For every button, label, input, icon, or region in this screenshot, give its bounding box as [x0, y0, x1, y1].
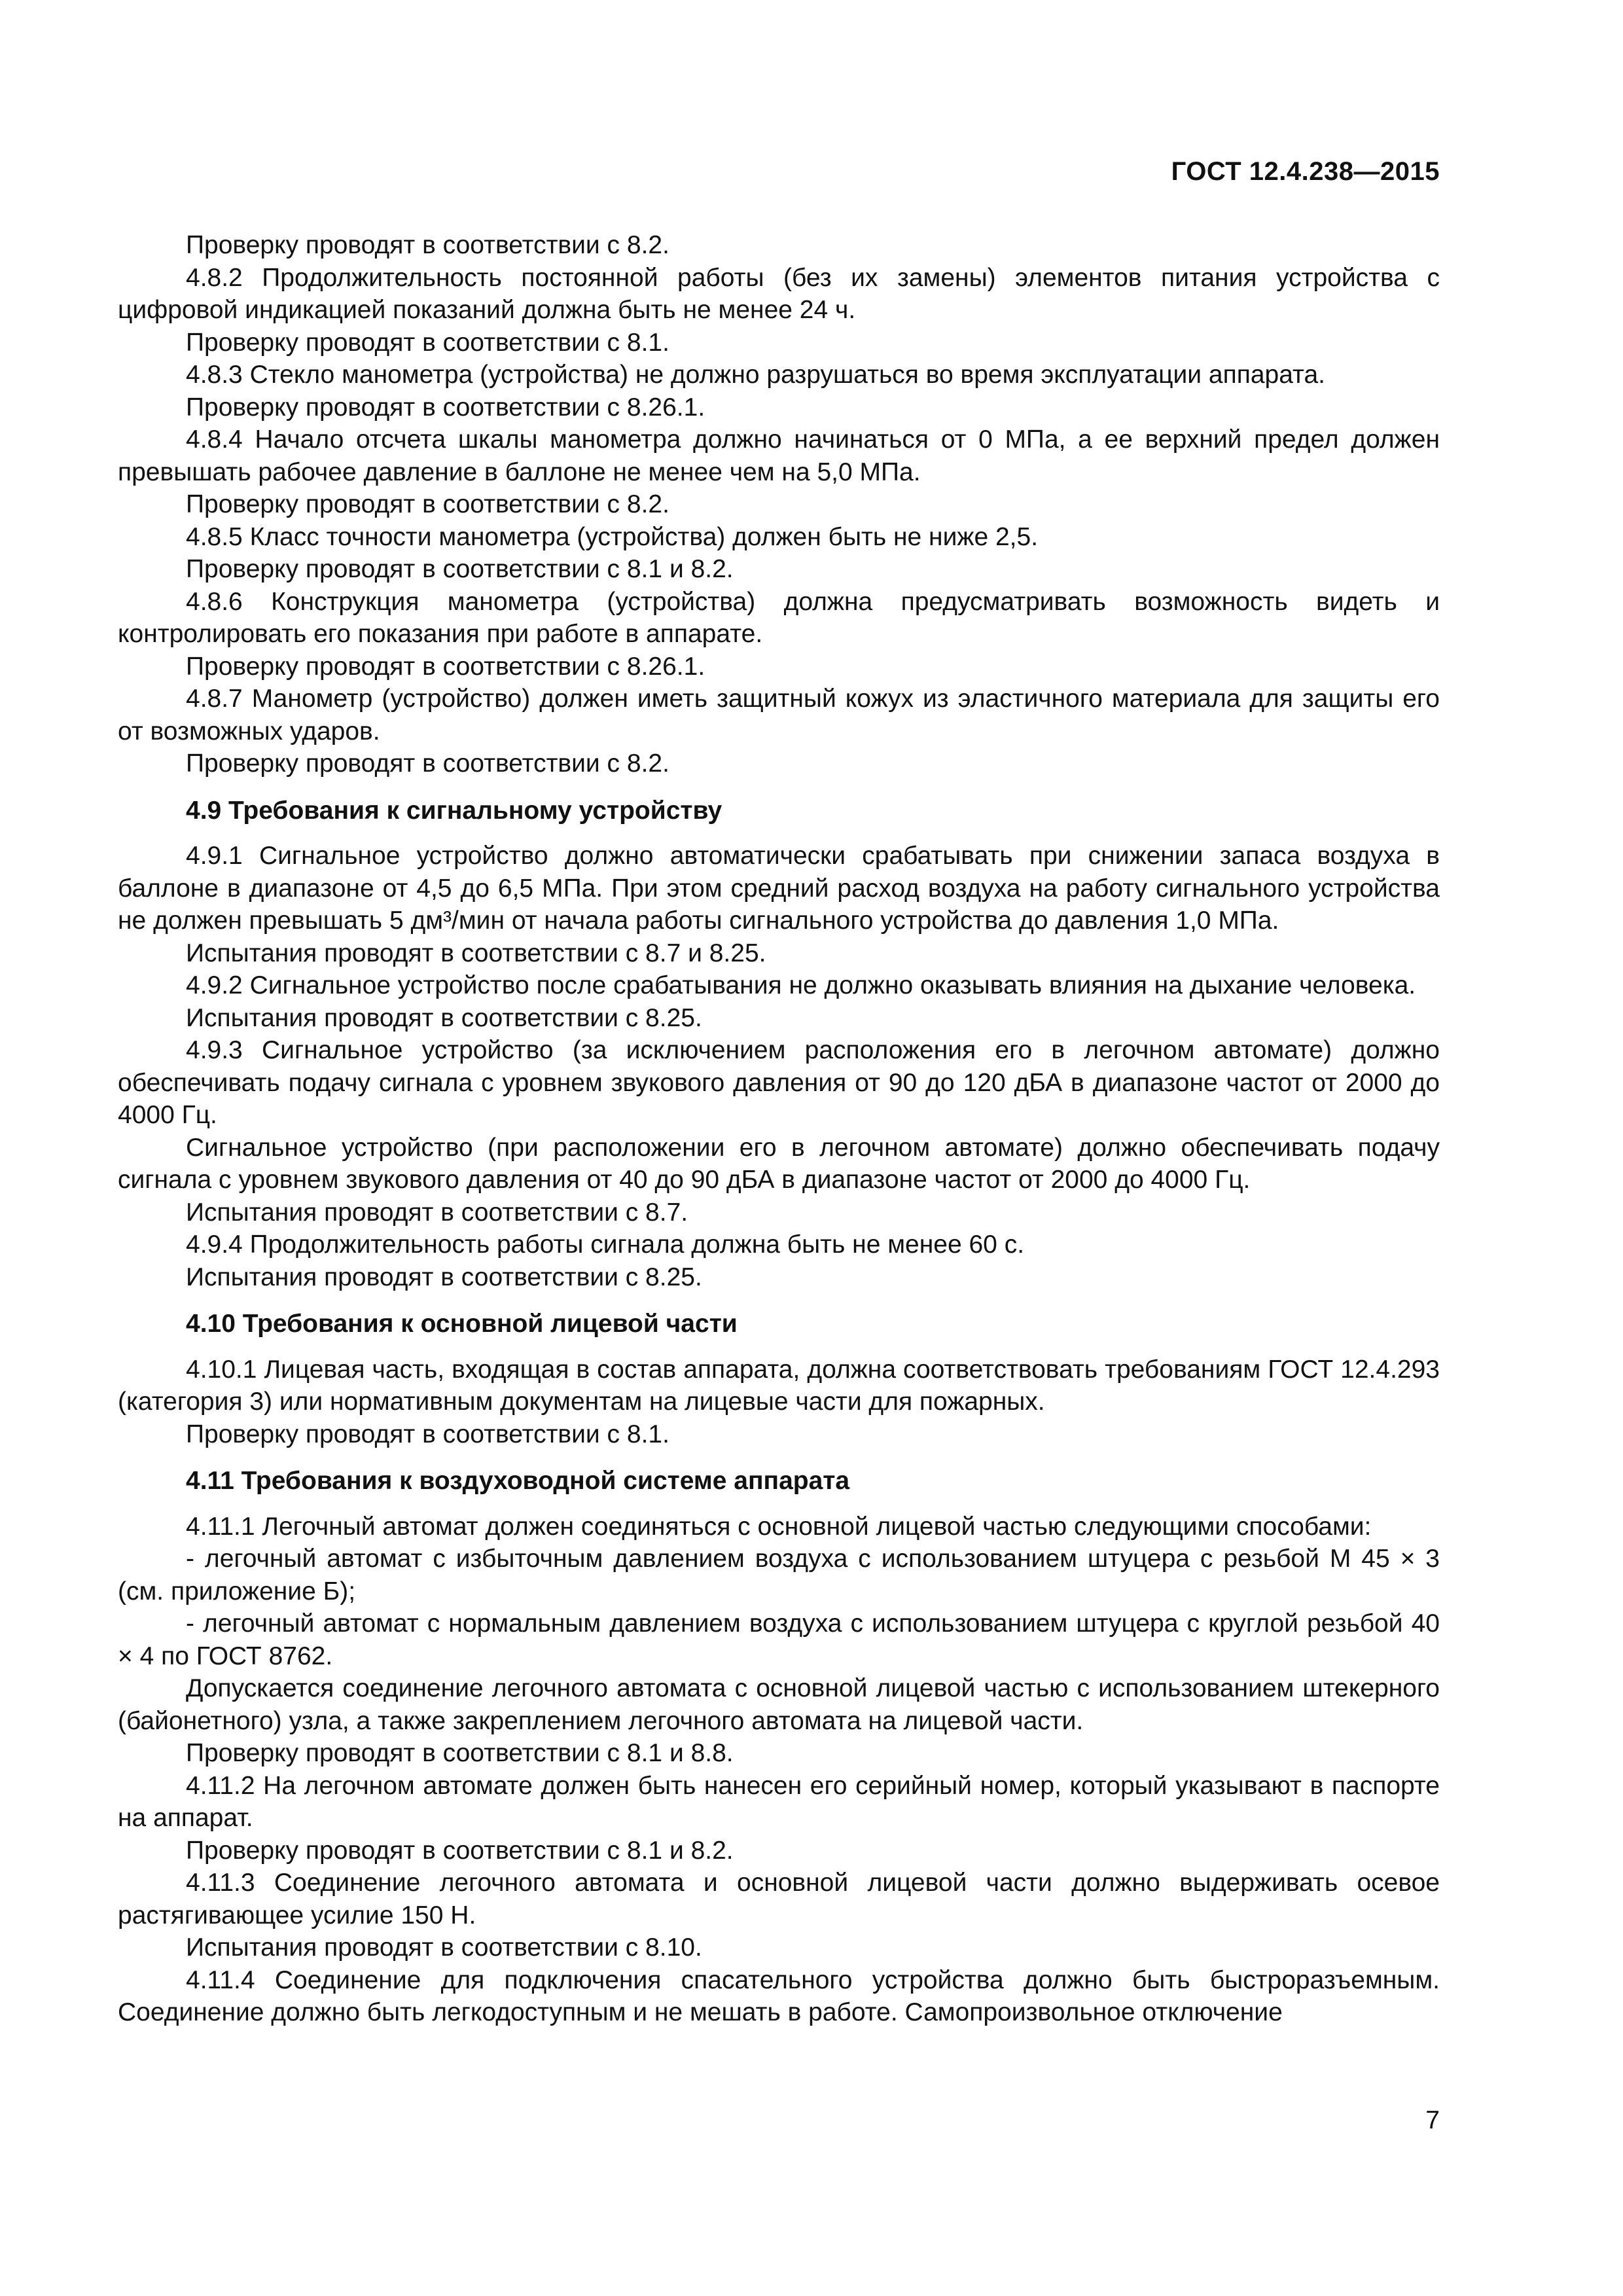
section-heading: 4.9 Требования к сигнальному устройству — [186, 796, 722, 825]
paragraph: Проверку проводят в соответствии с 8.1 и 8.2. — [186, 1836, 734, 1865]
paragraph: - легочный автомат с нормальным давлением воздуха с использованием штуцера с круглой резьбой 40 × 4 по ГОСТ 8762. — [118, 1609, 1440, 1670]
paragraph: 4.9.4 Продолжительность работы сигнала должна быть не менее 60 с. — [186, 1230, 1025, 1259]
paragraph: 4.10.1 Лицевая часть, входящая в состав аппарата, должна соответствовать требованиям ГОСТ 12.4.293 (категория 3) или нормативным документам на лицевые части для пожарных. — [118, 1355, 1440, 1416]
paragraph: Испытания проводят в соответствии с 8.7 и 8.25. — [186, 939, 766, 967]
paragraph: 4.8.6 Конструкция манометра (устройства) должна предусматривать возможность видеть и контролировать его показания при работе в аппарате. — [118, 587, 1440, 648]
paragraph: Проверку проводят в соответствии с 8.1. — [186, 1420, 669, 1448]
page-number: 7 — [1425, 2106, 1440, 2134]
section-heading: 4.11 Требования к воздуховодной системе аппарата — [186, 1467, 850, 1495]
paragraph: Проверку проводят в соответствии с 8.1 и 8.8. — [186, 1739, 734, 1767]
paragraph: Проверку проводят в соответствии с 8.2. — [186, 490, 669, 518]
paragraph: Сигнальное устройство (при расположении его в легочном автомате) должно обеспечивать подачу сигнала с уровнем звукового давления от 40 до 90 дБА в диапазоне частот от 2000 до 4000 Гц. — [118, 1133, 1440, 1194]
paragraph: 4.8.3 Стекло манометра (устройства) не должно разрушаться во время эксплуатации аппарата. — [186, 361, 1326, 389]
paragraph: 4.9.3 Сигнальное устройство (за исключением расположения его в легочном автомате) должно обеспечивать подачу сигнала с уровнем звукового давления от 90 до 120 дБА в диапазоне частот от 2000 до 4000 Гц. — [118, 1036, 1440, 1129]
paragraph: Испытания проводят в соответствии с 8.25. — [186, 1263, 702, 1291]
paragraph: Испытания проводят в соответствии с 8.7. — [186, 1198, 688, 1227]
paragraph: 4.11.2 На легочном автомате должен быть нанесен его серийный номер, который указывают в паспорте на аппарат. — [118, 1771, 1440, 1832]
paragraph: 4.11.3 Соединение легочного автомата и основной лицевой части должно выдерживать осевое растягивающее усилие 150 Н. — [118, 1869, 1440, 1929]
paragraph: Проверку проводят в соответствии с 8.26.1. — [186, 393, 705, 422]
paragraph: 4.11.1 Легочный автомат должен соединяться с основной лицевой частью следующими способами: — [186, 1512, 1372, 1541]
paragraph: Испытания проводят в соответствии с 8.25. — [186, 1003, 702, 1032]
section-heading: 4.10 Требования к основной лицевой части — [186, 1310, 738, 1338]
paragraph: Проверку проводят в соответствии с 8.2. — [186, 231, 669, 259]
document-header: ГОСТ 12.4.238—2015 — [1171, 157, 1440, 186]
paragraph: Проверку проводят в соответствии с 8.26.1. — [186, 652, 705, 681]
document-body — [118, 229, 1440, 2029]
paragraph: Проверку проводят в соответствии с 8.1. — [186, 328, 669, 357]
paragraph: 4.8.5 Класс точности манометра (устройства) должен быть не ниже 2,5. — [186, 522, 1039, 551]
paragraph: Проверку проводят в соответствии с 8.1 и 8.2. — [186, 555, 734, 583]
paragraph: Проверку проводят в соответствии с 8.2. — [186, 749, 669, 778]
paragraph: 4.8.4 Начало отсчета шкалы манометра должно начинаться от 0 МПа, а ее верхний предел должен превышать рабочее давление в баллоне не менее чем на 5,0 МПа. — [118, 425, 1440, 486]
paragraph: Испытания проводят в соответствии с 8.10. — [186, 1933, 702, 1962]
paragraph: Допускается соединение легочного автомата с основной лицевой частью с использованием штекерного (байонетного) узла, а также закреплением легочного автомата на лицевой части. — [118, 1674, 1440, 1735]
paragraph: - легочный автомат с избыточным давлением воздуха с использованием штуцера с резьбой М 45 × 3 (см. приложение Б); — [118, 1545, 1440, 1605]
paragraph: 4.9.2 Сигнальное устройство после срабатывания не должно оказывать влияния на дыхание человека. — [186, 971, 1416, 999]
paragraph: 4.8.7 Манометр (устройство) должен иметь защитный кожух из эластичного материала для защиты его от возможных ударов. — [118, 685, 1440, 745]
paragraph: 4.8.2 Продолжительность постоянной работы (без их замены) элементов питания устройства с цифровой индикацией показаний должна быть не менее 24 ч. — [118, 263, 1440, 324]
paragraph: 4.9.1 Сигнальное устройство должно автоматически срабатывать при снижении запаса воздуха в баллоне в диапазоне от 4,5 до 6,5 МПа. При этом средний расход воздуха на работу сигнального устройства не должен превышать 5 дм³/мин от начала работы сигнального устройства до давления 1,0 МПа. — [118, 842, 1440, 935]
paragraph: 4.11.4 Соединение для подключения спасательного устройства должно быть быстроразъемным. Соединение должно быть легкодоступным и не мешать в работе. Самопроизвольное отключение — [118, 1965, 1440, 2026]
